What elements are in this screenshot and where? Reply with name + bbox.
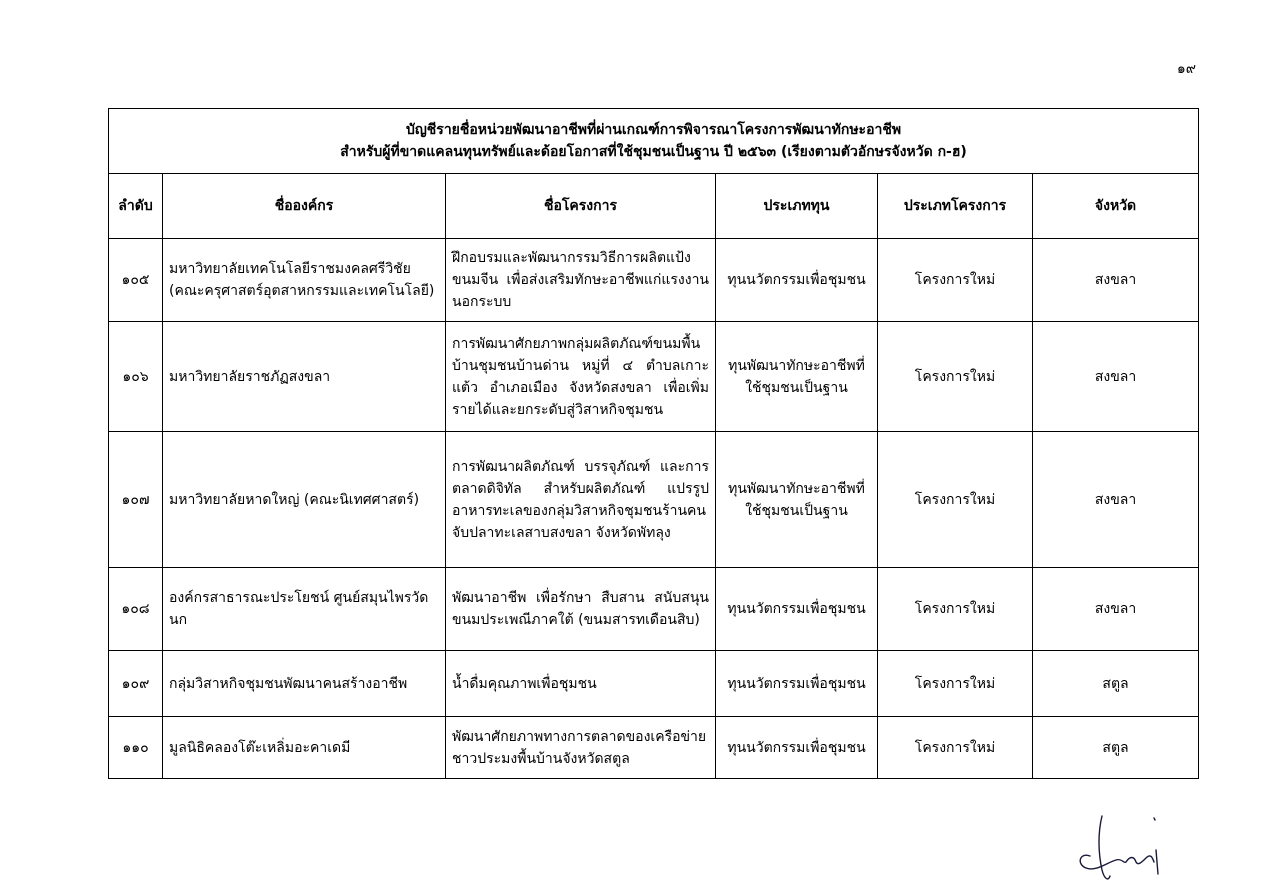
header-project: ชื่อโครงการ — [446, 174, 716, 239]
row-fund: ทุนนวัตกรรมเพื่อชุมชน — [716, 717, 878, 779]
title-line-1: บัญชีรายชื่อหน่วยพัฒนาอาชีพที่ผ่านเกณฑ์การพิจารณาโครงการพัฒนาทักษะอาชีพ — [405, 122, 902, 138]
row-project-type: โครงการใหม่ — [878, 568, 1033, 651]
row-seq: ๑๐๙ — [109, 651, 163, 717]
table-row — [109, 432, 1199, 568]
row-seq: ๑๐๕ — [109, 239, 163, 322]
row-province: สงขลา — [1033, 568, 1199, 651]
header-project-type: ประเภทโครงการ — [878, 174, 1033, 239]
table-title — [109, 109, 1199, 174]
row-org: มูลนิธิคลองโต๊ะเหลิ่มอะคาเดมี — [163, 717, 446, 779]
row-province: สตูล — [1033, 651, 1199, 717]
title-row — [109, 109, 1199, 174]
table-row — [109, 322, 1199, 432]
page-number: ๑๙ — [1176, 61, 1196, 77]
row-project: พัฒนาศักยภาพทางการตลาดของเครือข่ายชาวประมงพื้นบ้านจังหวัดสตูล — [446, 717, 716, 779]
row-org: มหาวิทยาลัยราชภัฏสงขลา — [163, 322, 446, 432]
table-row — [109, 239, 1199, 322]
row-seq: ๑๐๘ — [109, 568, 163, 651]
row-org: องค์กรสาธารณะประโยชน์ ศูนย์สมุนไพรวัดนก — [163, 568, 446, 651]
row-project: ฝึกอบรมและพัฒนากรรมวิธีการผลิตแป้งขนมจีน เพื่อส่งเสริมทักษะอาชีพแก่แรงงานนอกระบบ — [446, 239, 716, 322]
row-province: สงขลา — [1033, 322, 1199, 432]
row-project-type: โครงการใหม่ — [878, 651, 1033, 717]
row-seq: ๑๐๖ — [109, 322, 163, 432]
row-project: การพัฒนาศักยภาพกลุ่มผลิตภัณฑ์ขนมพื้นบ้านชุมชนบ้านด่าน หมู่ที่ ๔ ตำบลเกาะแต้ว อำเภอเมือง จังหวัดสงขลา เพื่อเพิ่มรายได้และยกระดับสู่วิสาหกิจชุมชน — [446, 322, 716, 432]
row-project-type: โครงการใหม่ — [878, 322, 1033, 432]
row-org: มหาวิทยาลัยเทคโนโลยีราชมงคลศรีวิชัย (คณะครุศาสตร์อุตสาหกรรมและเทคโนโลยี) — [163, 239, 446, 322]
header-province: จังหวัด — [1033, 174, 1199, 239]
row-project: น้ำดื่มคุณภาพเพื่อชุมชน — [446, 651, 716, 717]
row-project-type: โครงการใหม่ — [878, 432, 1033, 568]
row-project-type: โครงการใหม่ — [878, 239, 1033, 322]
table-row — [109, 651, 1199, 717]
row-province: สงขลา — [1033, 239, 1199, 322]
header-seq: ลำดับ — [109, 174, 163, 239]
header-fund: ประเภททุน — [716, 174, 878, 239]
row-fund: ทุนนวัตกรรมเพื่อชุมชน — [716, 239, 878, 322]
row-fund: ทุนนวัตกรรมเพื่อชุมชน — [716, 651, 878, 717]
header-row — [109, 174, 1199, 239]
table-row — [109, 717, 1199, 779]
row-org: มหาวิทยาลัยหาดใหญ่ (คณะนิเทศศาสตร์) — [163, 432, 446, 568]
row-province: สตูล — [1033, 717, 1199, 779]
row-seq: ๑๑๐ — [109, 717, 163, 779]
row-seq: ๑๐๗ — [109, 432, 163, 568]
header-org: ชื่อองค์กร — [163, 174, 446, 239]
row-fund: ทุนนวัตกรรมเพื่อชุมชน — [716, 568, 878, 651]
table-row — [109, 568, 1199, 651]
row-fund: ทุนพัฒนาทักษะอาชีพที่ใช้ชุมชนเป็นฐาน — [716, 322, 878, 432]
signature-mark — [1068, 812, 1168, 884]
row-project: การพัฒนาผลิตภัณฑ์ บรรจุภัณฑ์ และการตลาดดิจิทัล สำหรับผลิตภัณฑ์ แปรรูปอาหารทะเลของกลุ่มวิสาหกิจชุมชนร้านคนจับปลาทะเลสาบสงขลา จังหวัดพัทลุง — [446, 432, 716, 568]
row-project-type: โครงการใหม่ — [878, 717, 1033, 779]
row-project: พัฒนาอาชีพ เพื่อรักษา สืบสาน สนับสนุน ขนมประเพณีภาคใต้ (ขนมสารทเดือนสิบ) — [446, 568, 716, 651]
title-line-2: สำหรับผู้ที่ขาดแคลนทุนทรัพย์และด้อยโอกาสที่ใช้ชุมชนเป็นฐาน ปี ๒๕๖๓ (เรียงตามตัวอักษรจังหวัด ก-ฮ) — [340, 144, 967, 160]
row-fund: ทุนพัฒนาทักษะอาชีพที่ใช้ชุมชนเป็นฐาน — [716, 432, 878, 568]
approved-units-table — [108, 108, 1199, 779]
row-province: สงขลา — [1033, 432, 1199, 568]
row-org: กลุ่มวิสาหกิจชุมชนพัฒนาคนสร้างอาชีพ — [163, 651, 446, 717]
